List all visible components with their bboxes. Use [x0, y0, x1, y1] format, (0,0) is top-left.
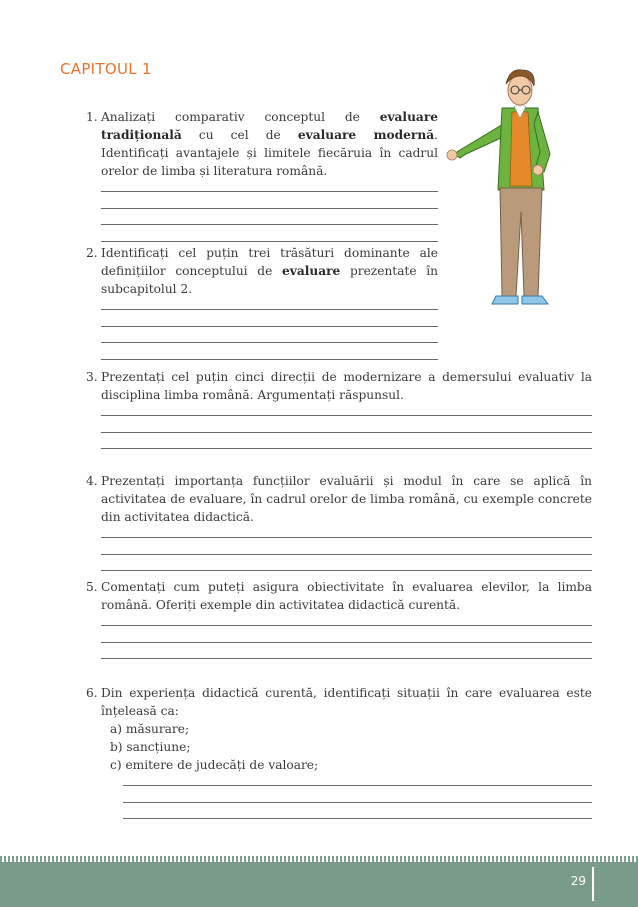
answer-line[interactable]	[101, 448, 592, 449]
question-number: 4.	[86, 474, 98, 488]
question-1	[86, 108, 438, 257]
bold-term: evaluare tradițională	[101, 110, 438, 142]
sub-item: c) emitere de judecăți de valoare;	[110, 758, 319, 772]
answer-lines	[108, 785, 592, 819]
answer-lines	[86, 191, 438, 242]
answer-line[interactable]	[123, 818, 592, 819]
teacher-pointing-illustration	[440, 62, 560, 312]
question-number: 6.	[86, 686, 98, 700]
sub-item: a) măsurare;	[110, 722, 190, 736]
answer-line[interactable]	[101, 224, 438, 225]
bold-term: evaluare modernă	[297, 128, 435, 142]
answer-line[interactable]	[101, 625, 592, 626]
answer-line[interactable]	[101, 415, 592, 416]
page-number-divider	[592, 867, 594, 901]
answer-lines	[86, 625, 592, 659]
question-number: 1.	[86, 110, 98, 124]
chapter-title: CAPITOUL 1	[60, 60, 152, 78]
question-text: Prezentați importanța funcțiilor evaluării și modul în care se aplică în activitatea de evaluare, în cadrul orelor de limba română, cu exemple concrete din activitatea didactică.	[101, 474, 592, 524]
question-number: 3.	[86, 370, 98, 384]
page-number: 29	[570, 874, 586, 888]
answer-line[interactable]	[101, 241, 438, 242]
answer-line[interactable]	[123, 802, 592, 803]
question-text: Din experiența didactică curentă, identificați situații în care evaluarea este înțeleasă ca:	[101, 686, 592, 718]
answer-line[interactable]	[101, 658, 592, 659]
answer-lines	[86, 309, 438, 360]
answer-line[interactable]	[101, 191, 438, 192]
question-text: Analizați comparativ conceptul de evaluare tradițională cu cel de evaluare modernă. Identificați avantajele și limitele fiecăruia în cadrul orelor de limba și literatura română.	[101, 110, 438, 178]
answer-lines	[86, 415, 592, 449]
answer-line[interactable]	[101, 342, 438, 343]
question-2	[86, 244, 438, 375]
question-number: 5.	[86, 580, 98, 594]
answer-line[interactable]	[123, 785, 592, 786]
answer-line[interactable]	[101, 359, 438, 360]
question-5	[86, 578, 592, 675]
question-4	[86, 472, 592, 587]
answer-line[interactable]	[101, 432, 592, 433]
sub-item: b) sancțiune;	[110, 740, 191, 754]
answer-lines	[86, 537, 592, 571]
answer-line[interactable]	[101, 570, 592, 571]
question-text: Identificați cel puțin trei trăsături dominante ale definițiilor conceptului de evaluare prezentate în subcapitolul 2.	[101, 246, 439, 296]
question-text: Prezentați cel puțin cinci direcții de modernizare a demersului evaluativ la disciplina limba română. Argumentați răspunsul.	[101, 370, 592, 402]
answer-line[interactable]	[101, 537, 592, 538]
answer-line[interactable]	[101, 554, 592, 555]
bold-term: evaluare	[281, 264, 341, 278]
answer-line[interactable]	[101, 309, 438, 310]
question-number: 2.	[86, 246, 98, 260]
question-6	[86, 684, 592, 835]
answer-line[interactable]	[101, 642, 592, 643]
question-3	[86, 368, 592, 465]
answer-line[interactable]	[101, 208, 438, 209]
answer-line[interactable]	[101, 326, 438, 327]
footer-bar	[0, 862, 638, 907]
question-text: Comentați cum puteți asigura obiectivitate în evaluarea elevilor, la limba română. Oferiți exemple din activitatea didactică curentă.	[101, 580, 592, 612]
